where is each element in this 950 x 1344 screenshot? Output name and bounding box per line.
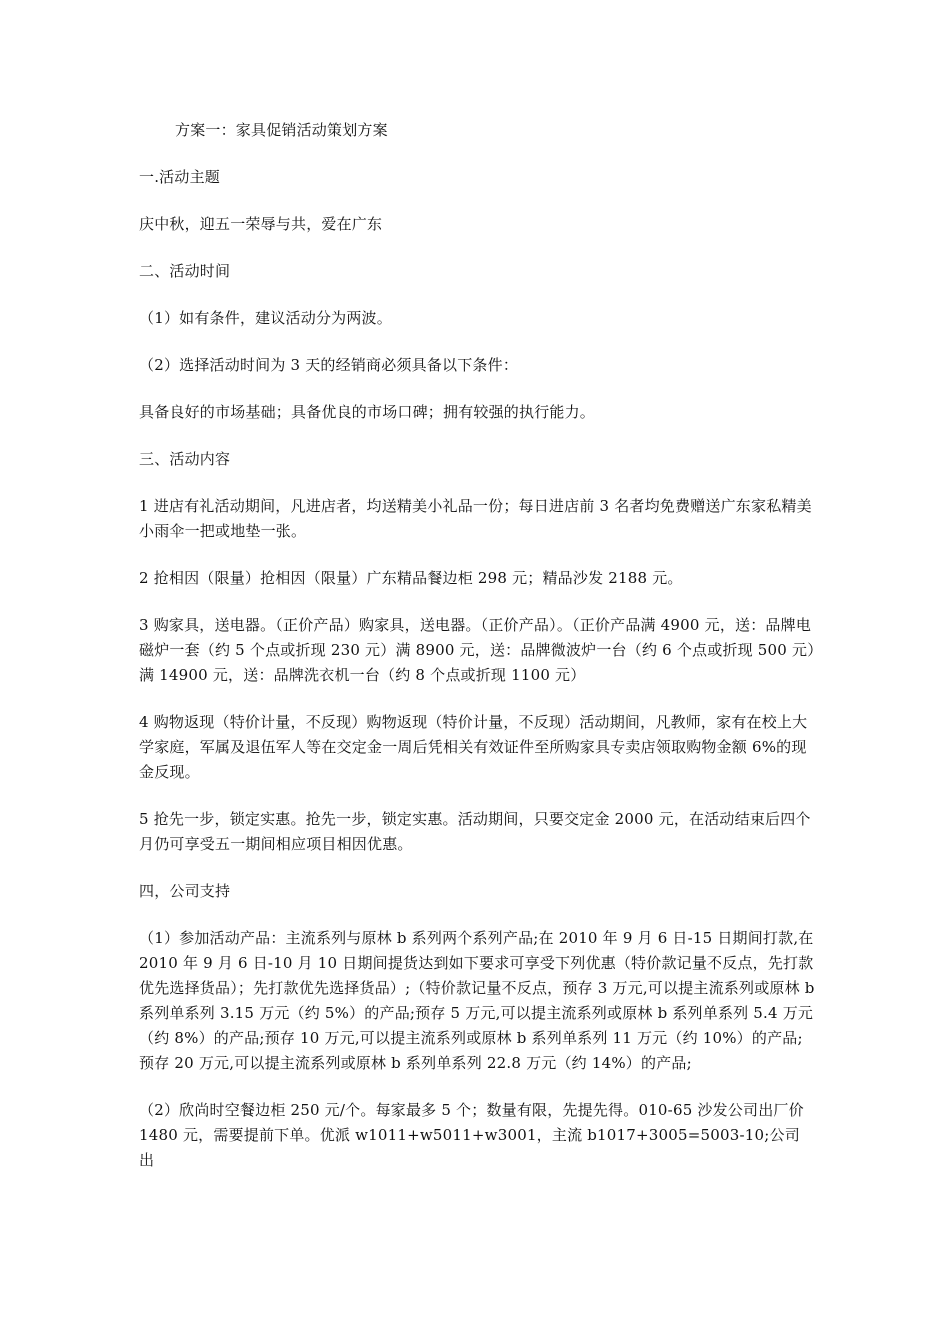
paragraph-content-4: 4 购物返现（特价计量，不反现）购物返现（特价计量，不反现）活动期间，凡教师，家有在校上大学家庭，军属及退伍军人等在交定金一周后凭相关有效证件至所购家具专卖店领取购物金额 6%的现金反现。 [139, 713, 808, 781]
paragraph-support-2: （2）欣尚时空餐边柜 250 元/个。每家最多 5 个；数量有限，先提先得。010-65 沙发公司出厂价 1480 元，需要提前下单。优派 w1011+w5011+w3001，主流 b1017+3005=5003-10;公司出 [139, 1101, 804, 1169]
paragraph-theme: 庆中秋，迎五一荣辱与共，爱在广东 [139, 215, 383, 233]
document-title: 方案一：家具促销活动策划方案 [175, 121, 388, 139]
section-heading-time: 二、活动时间 [139, 262, 231, 280]
paragraph-time-2: （2）选择活动时间为 3 天的经销商必须具备以下条件： [139, 356, 519, 374]
section-heading-theme: 一.活动主题 [139, 168, 220, 186]
paragraph-content-5: 5 抢先一步，锁定实惠。抢先一步，锁定实惠。活动期间，只要交定金 2000 元，在活动结束后四个月仍可享受五一期间相应项目相因优惠。 [139, 810, 811, 853]
paragraph-time-1: （1）如有条件，建议活动分为两波。 [139, 309, 392, 327]
document-body [139, 118, 815, 1195]
paragraph-content-1: 1 进店有礼活动期间，凡进店者，均送精美小礼品一份；每日进店前 3 名者均免费赠送广东家私精美小雨伞一把或地垫一张。 [139, 497, 812, 540]
paragraph-content-2: 2 抢相因（限量）抢相因（限量）广东精品餐边柜 298 元；精品沙发 2188 元。 [139, 569, 683, 587]
section-heading-support: 四，公司支持 [139, 882, 231, 900]
paragraph-conditions: 具备良好的市场基础；具备优良的市场口碑；拥有较强的执行能力。 [139, 403, 596, 421]
paragraph-content-3: 3 购家具，送电器。（正价产品）购家具，送电器。（正价产品）。（正价产品满 4900 元，送：品牌电磁炉一套（约 5 个点或折现 230 元）满 8900 元，送：品牌微波炉一台（约 6 个点或折现 500 元）满 14900 元，送：品牌洗衣机一台（约 8 个点或折现 1100 元） [139, 616, 815, 684]
paragraph-support-1: （1）参加活动产品：主流系列与原林 b 系列两个系列产品;在 2010 年 9 月 6 日-15 日期间打款,在 2010 年 9 月 6 日-10 月 10 日期间提货达到如下要求可享受下列优惠（特价款记量不反点，先打款优先选择货品）；先打款优先选择货品）;（特价款记量不反点，预存 3 万元,可以提主流系列或原林 b 系列单系列 3.15 万元（约 5%）的产品;预存 5 万元,可以提主流系列或原林 b 系列单系列 5.4 万元（约 8%）的产品;预存 10 万元,可以提主流系列或原林 b 系列单系列 11 万元（约 10%）的产品;预存 20 万元,可以提主流系列或原林 b 系列单系列 22.8 万元（约 14%）的产品; [139, 929, 815, 1072]
section-heading-content: 三、活动内容 [139, 450, 231, 468]
